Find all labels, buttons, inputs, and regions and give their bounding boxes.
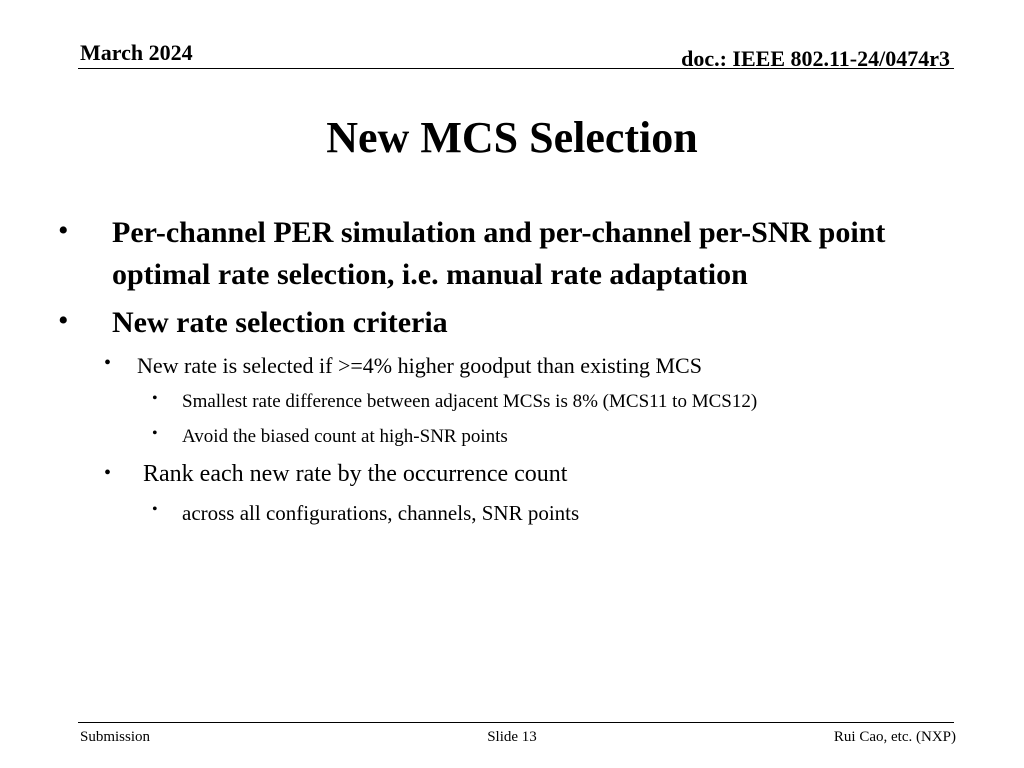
bullet-text: across all configurations, channels, SNR points: [182, 501, 580, 525]
slide-title: New MCS Selection: [326, 113, 698, 162]
bullet-marker: •: [152, 425, 158, 442]
bullet-marker: •: [104, 462, 112, 484]
bullet-text: Per-channel PER simulation and per-channel per-SNR point optimal rate selection, i.e. manual rate adaptation: [112, 216, 886, 291]
header-document-id: doc.: IEEE 802.11-24/0474r3: [681, 46, 950, 71]
bullet-text: Rank each new rate by the occurrence count: [143, 461, 568, 487]
bullet-text: New rate is selected if >=4% higher goodput than existing MCS: [137, 353, 702, 378]
bullet-marker: •: [58, 304, 69, 337]
bullet-text: New rate selection criteria: [112, 306, 448, 339]
footer-slide-number: Slide 13: [487, 729, 537, 745]
header-date: March 2024: [80, 40, 193, 65]
bullet-marker: •: [58, 214, 69, 247]
footer-submission: Submission: [80, 729, 151, 745]
bullet-text: Avoid the biased count at high-SNR points: [182, 426, 508, 447]
bullet-text: Smallest rate difference between adjacent MCSs is 8% (MCS11 to MCS12): [182, 391, 758, 412]
footer-divider: [78, 722, 954, 723]
bullet-marker: •: [104, 352, 112, 374]
bullet-marker: •: [152, 390, 158, 407]
bullet-marker: •: [152, 501, 158, 518]
footer-author: Rui Cao, etc. (NXP): [833, 729, 956, 745]
